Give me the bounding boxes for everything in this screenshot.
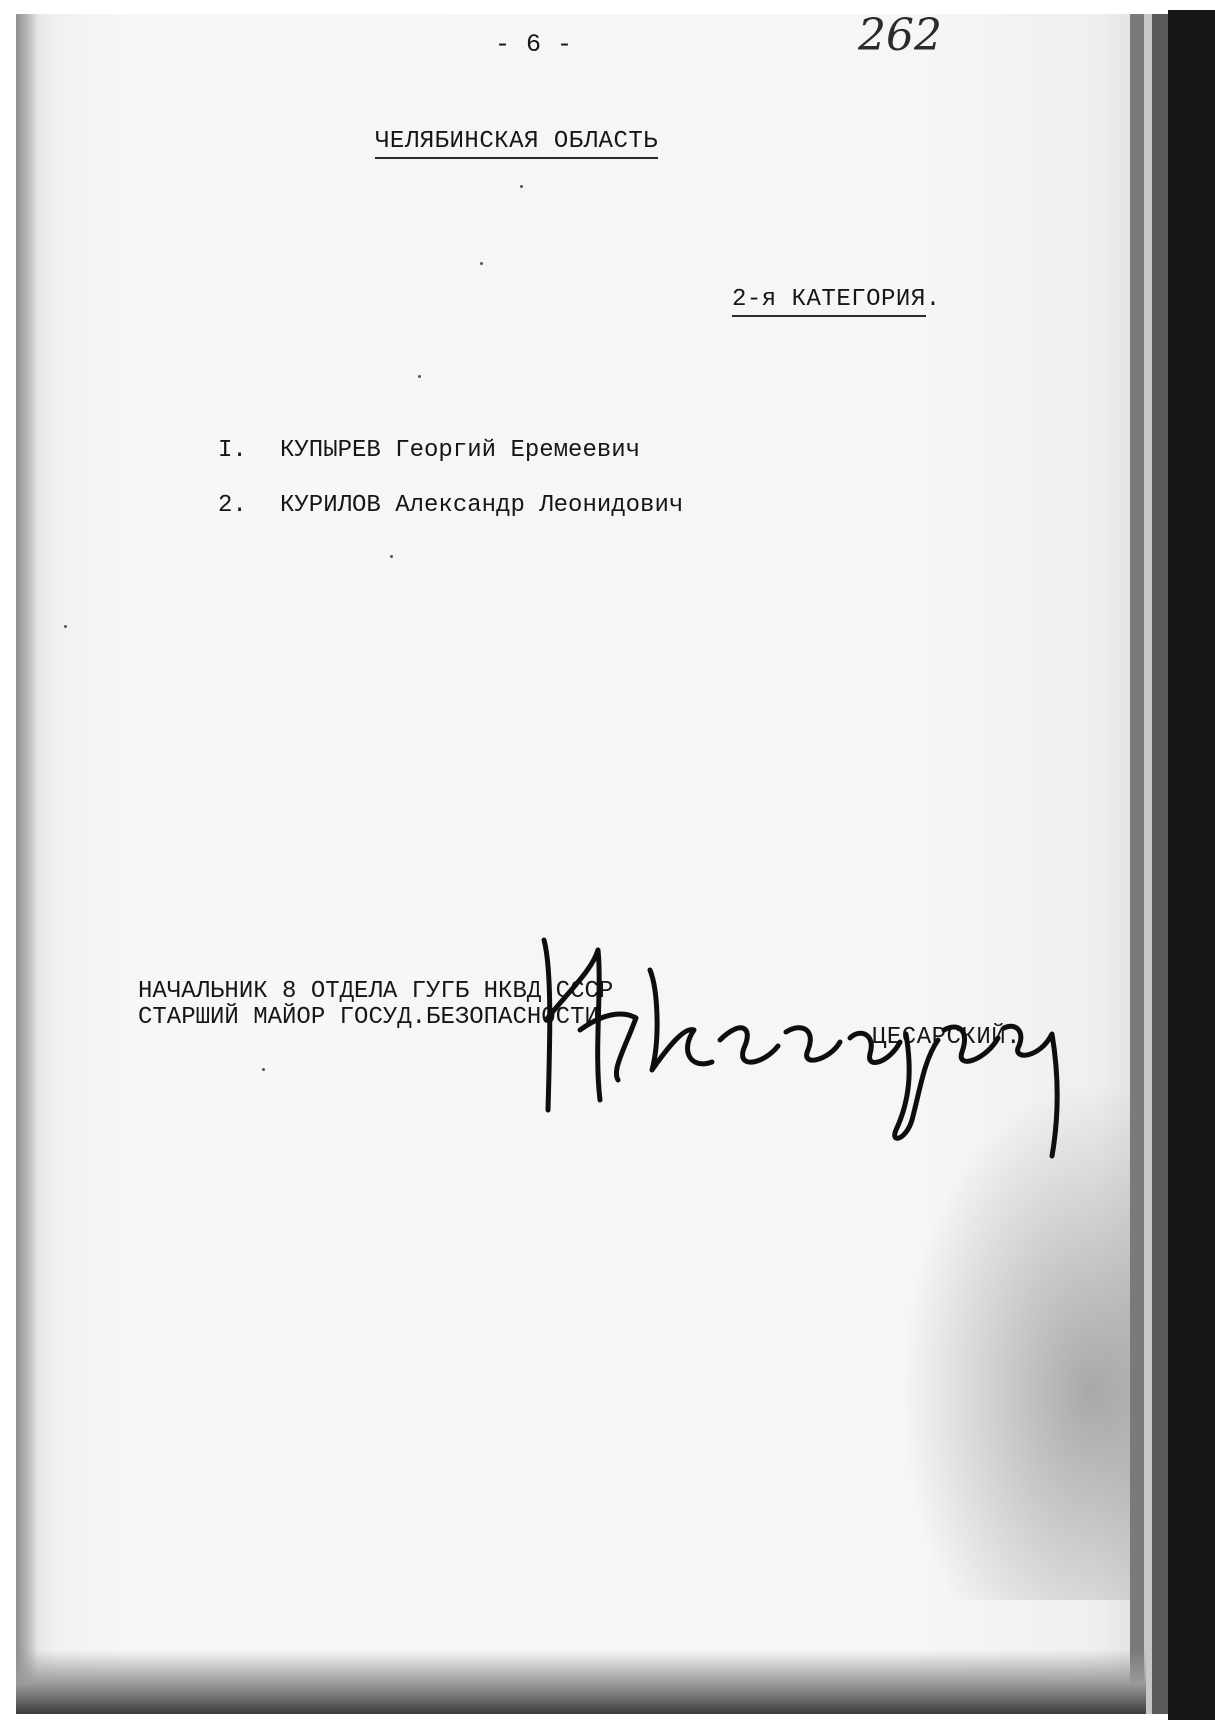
dust-speck (418, 375, 421, 378)
list-item-number: 2. (218, 492, 247, 519)
folio-number: 262 (858, 10, 942, 61)
signatory-rank-line: СТАРШИЙ МАЙОР ГОСУД.БЕЗОПАСНОСТИ (138, 1004, 599, 1031)
dust-speck (262, 1068, 265, 1071)
page-edge (1144, 14, 1152, 1714)
sheet-left-shadow (16, 14, 38, 1704)
region-heading: ЧЕЛЯБИНСКАЯ ОБЛАСТЬ (375, 128, 658, 159)
binding-shadow (1168, 10, 1215, 1720)
signatory-name: ЦЕСАРСКИЙ. (872, 1024, 1022, 1051)
dust-speck (480, 262, 483, 265)
category-heading (732, 286, 941, 313)
category-period: . (925, 286, 941, 313)
handwritten-signature (540, 930, 1100, 1160)
list-item-number: I. (218, 437, 247, 464)
list-item-name: КУПЫРЕВ Георгий Еремеевич (280, 437, 641, 464)
list-item (218, 437, 640, 464)
dust-speck (390, 555, 393, 558)
signatory-title-line: НАЧАЛЬНИК 8 ОТДЕЛА ГУГБ НКВД СССР (138, 978, 614, 1005)
page-number: - 6 - (495, 30, 573, 59)
page-edge (1130, 14, 1144, 1714)
list-item (218, 492, 683, 519)
list-item-name: КУРИЛОВ Александр Леонидович (280, 492, 684, 519)
category-label: 2-я КАТЕГОРИЯ (732, 286, 926, 317)
dust-speck (520, 185, 523, 188)
bottom-shadow (16, 1650, 1146, 1714)
page-edge (1152, 14, 1168, 1714)
dust-speck (64, 625, 67, 628)
